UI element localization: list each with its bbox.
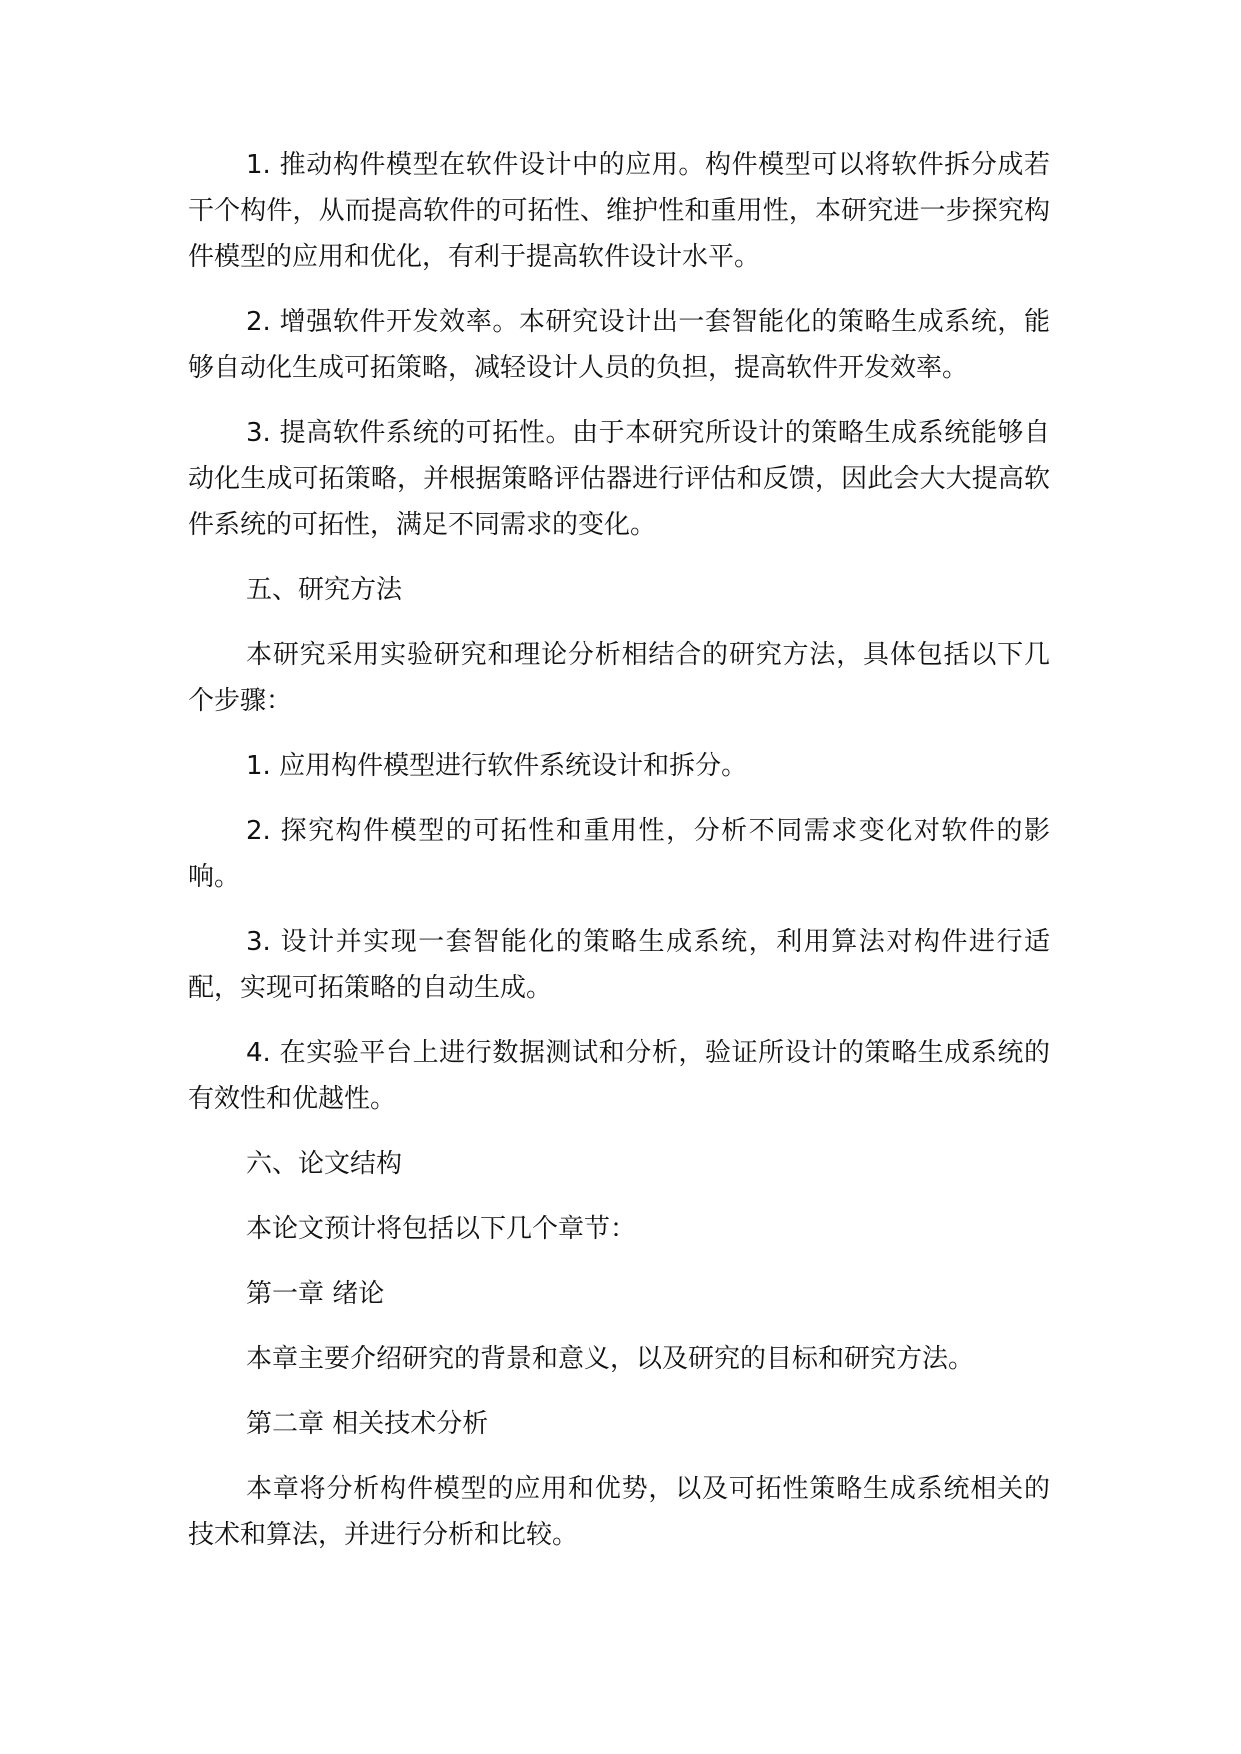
benefit-item-1: 1. 推动构件模型在软件设计中的应用。构件模型可以将软件拆分成若干个构件，从而提高软件的可拓性、维护性和重用性，本研究进一步探究构件模型的应用和优化，有利于提高软件设计水平。 [188,150,1050,272]
method-step-2: 2. 探究构件模型的可拓性和重用性，分析不同需求变化对软件的影响。 [188,816,1050,892]
chapter-2-title: 第二章 相关技术分析 [246,1409,489,1439]
chapter-2-summary: 本章将分析构件模型的应用和优势，以及可拓性策略生成系统相关的技术和算法，并进行分析和比较。 [188,1474,1050,1550]
benefit-item-2: 2. 增强软件开发效率。本研究设计出一套智能化的策略生成系统，能够自动化生成可拓策略，减轻设计人员的负担，提高软件开发效率。 [188,307,1050,383]
chapter-1-title: 第一章 绪论 [246,1279,385,1309]
document-page [188,142,1050,1577]
method-step-3: 3. 设计并实现一套智能化的策略生成系统，利用算法对构件进行适配，实现可拓策略的自动生成。 [188,927,1050,1003]
chapter-1-summary: 本章主要介绍研究的背景和意义，以及研究的目标和研究方法。 [246,1344,975,1374]
method-step-1: 1. 应用构件模型进行软件系统设计和拆分。 [246,751,748,781]
structure-intro: 本论文预计将包括以下几个章节： [246,1214,637,1244]
benefit-item-3: 3. 提高软件系统的可拓性。由于本研究所设计的策略生成系统能够自动化生成可拓策略，并根据策略评估器进行评估和反馈，因此会大大提高软件系统的可拓性，满足不同需求的变化。 [188,418,1050,540]
section-heading-structure: 六、论文结构 [246,1149,403,1179]
section-heading-methods: 五、研究方法 [246,575,403,605]
methods-intro: 本研究采用实验研究和理论分析相结合的研究方法，具体包括以下几个步骤： [188,640,1050,716]
method-step-4: 4. 在实验平台上进行数据测试和分析，验证所设计的策略生成系统的有效性和优越性。 [188,1038,1050,1114]
